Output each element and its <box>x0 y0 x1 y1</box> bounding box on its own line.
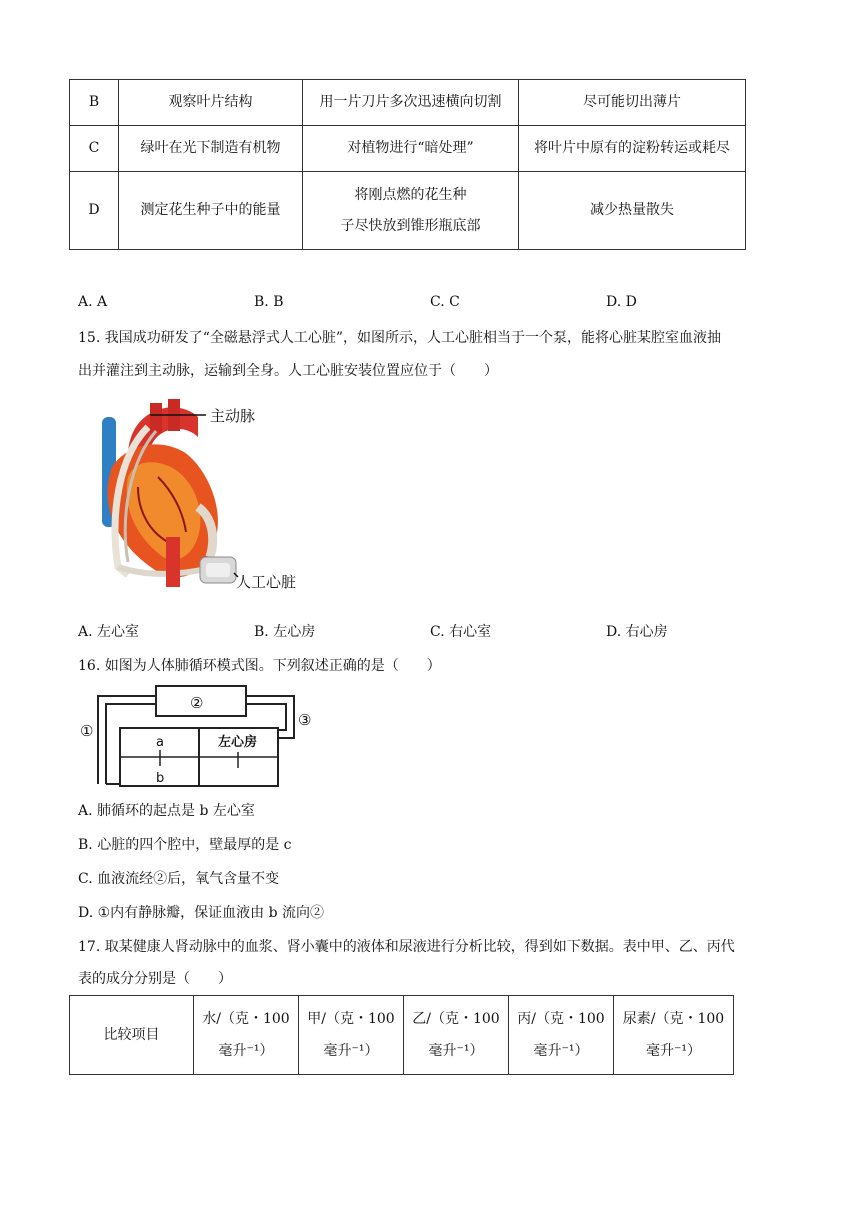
option-c[interactable]: C. C <box>430 294 460 310</box>
label-2: ② <box>190 694 204 712</box>
table-cell: D <box>70 172 119 250</box>
table-cell: 尽可能切出薄片 <box>519 80 746 126</box>
cell-line: 将刚点燃的花生种 <box>354 186 467 203</box>
question-17-stem-cont: 表的成分分别是（ ） <box>78 971 232 987</box>
header-yi: 乙/（克・100 毫升⁻¹） <box>404 996 509 1075</box>
question-15-stem-cont: 出并灌注到主动脉，运输到全身。人工心脏安装位置应位于（ ） <box>78 363 498 379</box>
cell-line: 子尽快放到锥形瓶底部 <box>340 217 481 234</box>
header-bing: 丙/（克・100 毫升⁻¹） <box>509 996 614 1075</box>
header-water: 水/（克・100 毫升⁻¹） <box>194 996 299 1075</box>
composition-table <box>69 995 734 1075</box>
table-row <box>70 172 746 250</box>
pulmonary-circulation-diagram <box>76 680 326 792</box>
option-d[interactable]: D. D <box>606 294 637 310</box>
header-urea: 尿素/（克・100 毫升⁻¹） <box>614 996 734 1075</box>
question-17-stem: 17. 取某健康人肾动脉中的血浆、肾小囊中的液体和尿液进行分析比较，得到如下数据。表中甲、乙、丙代 <box>78 939 735 955</box>
label-3: ③ <box>298 711 312 729</box>
table-cell: C <box>70 126 119 172</box>
option-a[interactable]: A. 肺循环的起点是 b 左心室 <box>78 803 255 819</box>
table-row <box>70 126 746 172</box>
option-d[interactable]: D. 右心房 <box>606 624 668 640</box>
table-cell <box>303 172 519 250</box>
question-15-stem: 15. 我国成功研发了“全磁悬浮式人工心脏”，如图所示，人工心脏相当于一个泵，能将心脏某腔室血液抽 <box>78 330 722 346</box>
option-c[interactable]: C. 右心室 <box>430 624 492 640</box>
header-item: 比较项目 <box>70 996 194 1075</box>
table-cell: 将叶片中原有的淀粉转运或耗尽 <box>519 126 746 172</box>
table-cell: 绿叶在光下制造有机物 <box>119 126 303 172</box>
table-cell: B <box>70 80 119 126</box>
table-cell: 测定花生种子中的能量 <box>119 172 303 250</box>
header-jia: 甲/（克・100 毫升⁻¹） <box>299 996 404 1075</box>
label-left-atrium: 左心房 <box>218 735 258 750</box>
question-16-stem: 16. 如图为人体肺循环模式图。下列叙述正确的是（ ） <box>78 658 441 674</box>
label-a: a <box>156 735 164 750</box>
table-cell: 观察叶片结构 <box>119 80 303 126</box>
option-d[interactable]: D. ①内有静脉瓣，保证血液由 b 流向② <box>78 905 325 921</box>
label-artificial-heart: 人工心脏 <box>236 573 297 591</box>
option-b[interactable]: B. 心脏的四个腔中，壁最厚的是 c <box>78 837 292 853</box>
label-aorta: 主动脉 <box>210 407 256 425</box>
option-a[interactable]: A. A <box>78 294 108 310</box>
option-c[interactable]: C. 血液流经②后，氧气含量不变 <box>78 871 280 887</box>
table-cell: 减少热量散失 <box>519 172 746 250</box>
label-b: b <box>156 771 165 786</box>
table-header-row <box>70 996 734 1075</box>
option-b[interactable]: B. 左心房 <box>254 624 316 640</box>
table-row <box>70 80 746 126</box>
artificial-heart-figure <box>88 397 328 597</box>
table-cell: 对植物进行“暗处理” <box>303 126 519 172</box>
option-a[interactable]: A. 左心室 <box>78 624 140 640</box>
experiment-table <box>69 79 746 250</box>
label-1: ① <box>80 722 94 740</box>
option-b[interactable]: B. B <box>254 294 284 310</box>
table-cell: 用一片刀片多次迅速横向切割 <box>303 80 519 126</box>
